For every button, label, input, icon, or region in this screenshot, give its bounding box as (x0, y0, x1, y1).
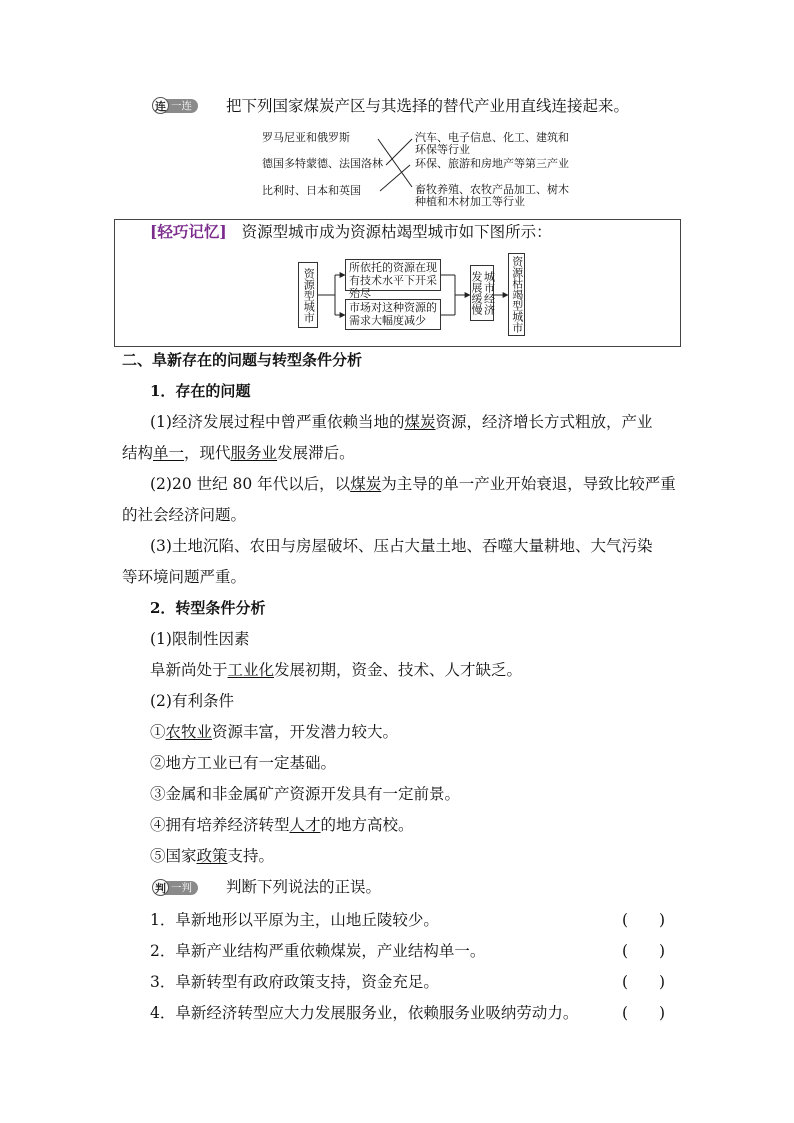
problem-2-line-1 (150, 474, 676, 494)
sub-heading-2: 2．转型条件分析 (150, 599, 266, 617)
p1-underline-service: 服务业 (230, 444, 278, 462)
problem-1-line-2 (122, 443, 355, 463)
pan-tag (152, 879, 198, 896)
limit-a: 阜新尚处于 (150, 661, 228, 679)
problem-2-line-2: 的社会经济问题。 (122, 506, 247, 524)
advantage-3: ③金属和非金属矿产资源开发具有一定前景。 (150, 785, 461, 803)
limit-heading: (1)限制性因素 (150, 630, 250, 648)
lian-tag-char: 连 (152, 97, 169, 114)
match-left-2: 德国多特蒙德、法国洛林 (262, 157, 383, 170)
adv5-underline-policy: 政策 (196, 847, 228, 865)
advantage-heading: (2)有利条件 (150, 692, 234, 710)
adv5-a: ⑤国家 (150, 847, 197, 865)
p1-a: (1)经济发展过程中曾严重依赖当地的 (150, 413, 405, 431)
memory-tag: [轻巧记忆] (150, 222, 227, 241)
problem-3-line-2: 等环境问题严重。 (122, 568, 247, 586)
judge-paren-1[interactable]: ( ) (622, 911, 666, 929)
diagram-middle-text: 城市经济发展缓慢 (470, 271, 496, 315)
p2-b: 为主导的单一产业开始衰退，导致比较严重 (381, 475, 676, 493)
match-left-1: 罗马尼亚和俄罗斯 (262, 131, 350, 144)
p1-d: ，现代 (184, 444, 231, 462)
p2-a: (2)20 世纪 80 年代以后，以 (150, 475, 351, 493)
judge-paren-2[interactable]: ( ) (622, 942, 666, 960)
match-right-1b: 环保等行业 (415, 143, 470, 156)
section-two-heading: 二、阜新存在的问题与转型条件分析 (122, 351, 363, 369)
limit-b: 发展初期，资金、技术、人才缺乏。 (274, 661, 523, 679)
pan-instruction: 判断下列说法的正误。 (226, 878, 382, 896)
p1-underline-coal: 煤炭 (404, 413, 436, 431)
match-line-2 (386, 139, 412, 165)
advantage-1 (150, 722, 398, 742)
match-line-1 (378, 139, 412, 187)
advantage-2: ②地方工业已有一定基础。 (150, 754, 337, 772)
match-right-3a: 畜牧养殖、农牧产品加工、树木 (415, 183, 569, 196)
match-right-2: 环保、旅游和房地产等第三产业 (415, 157, 569, 170)
problem-3-line-1: (3)土地沉陷、农田与房屋破坏、压占大量土地、吞噬大量耕地、大气污染 (150, 537, 653, 555)
match-right-1a: 汽车、电子信息、化工、建筑和 (415, 131, 569, 144)
p1-c: 结构 (122, 444, 154, 462)
memory-heading (150, 222, 552, 242)
diagram-cause-2: 市场对这种资源的需求大幅度减少 (345, 299, 441, 330)
judge-item-1: 1．阜新地形以平原为主，山地丘陵较少。 (150, 911, 439, 929)
pan-tag-label: 一判 (161, 881, 198, 895)
adv4-underline-talent: 人才 (289, 816, 321, 834)
judge-item-2: 2．阜新产业结构严重依赖煤炭，产业结构单一。 (150, 942, 486, 960)
memory-text: 资源型城市成为资源枯竭型城市如下图所示： (241, 223, 552, 241)
lian-tag-label: 一连 (161, 99, 198, 113)
lian-instruction: 把下列国家煤炭产区与其选择的替代产业用直线连接起来。 (226, 97, 630, 115)
diagram-arrows (290, 250, 540, 342)
judge-item-4: 4．阜新经济转型应大力发展服务业，依赖服务业吸纳劳动力。 (150, 1004, 579, 1022)
adv5-b: 支持。 (227, 847, 275, 865)
judge-item-3: 3．阜新转型有政府政策支持，资金充足。 (150, 973, 439, 991)
adv1-a: ① (150, 723, 166, 741)
adv1-underline-agri: 农牧业 (165, 723, 213, 741)
sub-heading-1: 1．存在的问题 (150, 382, 251, 400)
judge-paren-4[interactable]: ( ) (622, 1004, 666, 1022)
advantage-5 (150, 846, 274, 866)
lian-tag (152, 97, 198, 114)
p2-underline-coal: 煤炭 (350, 475, 382, 493)
p1-b: 资源，经济增长方式粗放，产业 (435, 413, 653, 431)
diagram-cause-1: 所依托的资源在现有技术水平下开采殆尽 (345, 259, 441, 291)
limit-underline-industrialization: 工业化 (227, 661, 275, 679)
limit-text (150, 660, 522, 680)
adv4-b: 的地方高校。 (320, 816, 414, 834)
adv4-a: ④拥有培养经济转型 (150, 816, 290, 834)
advantage-4 (150, 815, 414, 835)
diagram-end-text: 资源枯竭型城市 (510, 256, 524, 333)
pan-tag-char: 判 (152, 879, 169, 896)
adv1-b: 资源丰富，开发潜力较大。 (212, 723, 399, 741)
match-right-3b: 种植和木材加工等行业 (415, 195, 525, 208)
problem-1-line-1 (150, 412, 653, 432)
match-left-3: 比利时、日本和英国 (262, 184, 361, 197)
p1-underline-single: 单一 (153, 444, 185, 462)
judge-paren-3[interactable]: ( ) (622, 973, 666, 991)
p1-e: 发展滞后。 (277, 444, 355, 462)
match-lines (350, 125, 420, 205)
diagram-start-text: 资源型城市 (302, 267, 316, 323)
